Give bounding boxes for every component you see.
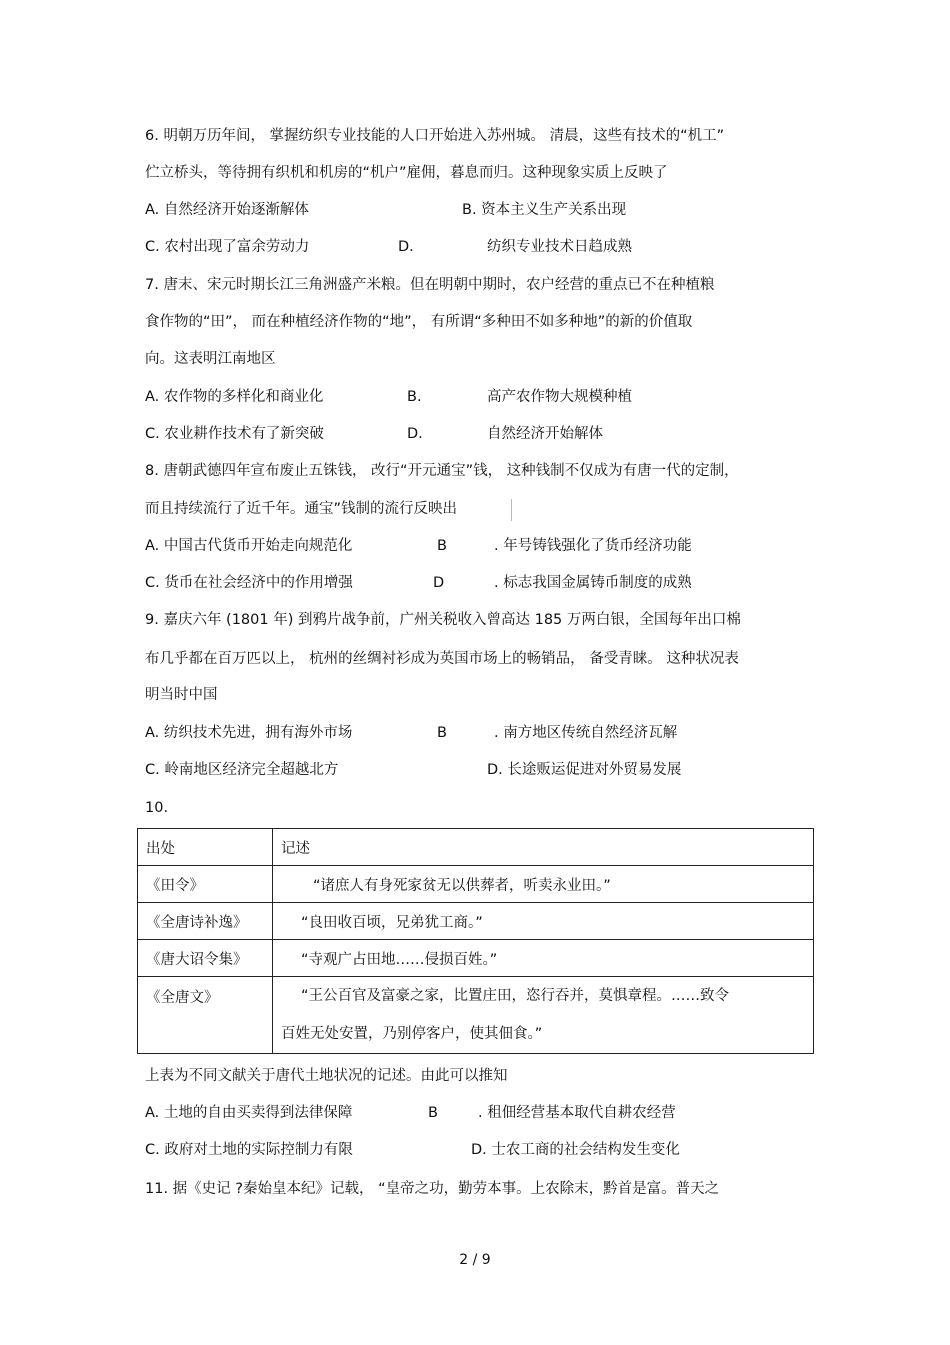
q8-option-d-letter: D (433, 575, 445, 591)
cursor-mark (511, 499, 512, 521)
row-statement-line-1: “王公百官及富豪之家，比置庄田，恣行吞并，莫惧章程。……致令 (301, 988, 730, 1004)
q8-option-c: C. 货币在社会经济中的作用增强 (145, 575, 353, 591)
table-row (138, 866, 814, 903)
row-statement: “诸庶人有身死家贫无以供葬者，听卖永业田。” (273, 866, 814, 903)
q9-option-d: D. 长途贩运促进对外贸易发展 (487, 762, 682, 778)
row-source: 《全唐文》 (138, 977, 273, 1054)
q7-option-d-text: 自然经济开始解体 (487, 426, 603, 442)
q9-line-3: 明当时中国 (145, 687, 218, 703)
q6-line-1: 6. 明朝万历年间， 掌握纺织专业技能的人口开始进入苏州城。 清晨，这些有技术的“机工” (145, 128, 725, 144)
q6-option-d-text: 纺织专业技术日趋成熟 (487, 239, 632, 255)
q7-option-b-text: 高产农作物大规模种植 (487, 389, 632, 405)
row-source: 《全唐诗补逸》 (138, 903, 273, 940)
q10-option-d: D. 士农工商的社会结构发生变化 (471, 1142, 680, 1158)
q7-option-d-letter: D. (407, 426, 423, 442)
header-source: 出处 (138, 829, 273, 866)
q6-option-d-letter: D. (398, 239, 414, 255)
row-statement-line-2: 百姓无处安置，乃别停客户，使其佃食。” (281, 1026, 543, 1042)
row-statement (273, 977, 814, 1054)
q9-option-b-letter: B (437, 725, 447, 741)
q10-stem: 上表为不同文献关于唐代土地状况的记述。由此可以推知 (145, 1068, 508, 1084)
q8-option-b-text: . 年号铸钱强化了货币经济功能 (494, 538, 692, 554)
q6-line-2: 伫立桥头，等待拥有织机和机房的“机户”雇佣，暮息而归。这种现象实质上反映了 (145, 165, 668, 181)
q6-option-a: A. 自然经济开始逐渐解体 (145, 202, 309, 218)
q7-option-b-letter: B. (407, 389, 422, 405)
q9-line-1: 9. 嘉庆六年 (1801 年) 到鸦片战争前，广州关税收入曾高达 185 万两白银，全国每年出口棉 (145, 612, 741, 628)
q10-option-a: A. 土地的自由买卖得到法律保障 (145, 1105, 353, 1121)
page-number: 2 / 9 (459, 1252, 491, 1268)
q8-line-2: 而且持续流行了近千年。通宝”钱制的流行反映出 (145, 501, 458, 517)
q8-option-b-letter: B (437, 538, 447, 554)
q10-option-b-letter: B (428, 1105, 438, 1121)
sources-table (137, 828, 814, 1054)
row-source: 《唐大诏令集》 (138, 940, 273, 977)
q10-number: 10. (145, 800, 169, 816)
table-header-row (138, 829, 814, 866)
q7-line-3: 向。这表明江南地区 (145, 351, 276, 367)
q8-line-1: 8. 唐朝武德四年宣布废止五铢钱， 改行“开元通宝”钱， 这种钱制不仅成为有唐一代的定制， (145, 463, 739, 479)
q7-line-2: 食作物的“田”， 而在种植经济作物的“地”， 有所谓“多种田不如多种地”的新的价值取 (145, 314, 693, 330)
row-statement: “寺观广占田地……侵损百姓。” (273, 940, 814, 977)
q7-option-c: C. 农业耕作技术有了新突破 (145, 426, 324, 442)
q11-line-1: 11. 据《史记 ?秦始皇本纪》记载， “皇帝之功，勤劳本事。上农除末，黔首是富。普天之 (145, 1181, 720, 1197)
q6-option-c: C. 农村出现了富余劳动力 (145, 239, 310, 255)
q7-option-a: A. 农作物的多样化和商业化 (145, 389, 324, 405)
q8-option-d-text: . 标志我国金属铸币制度的成熟 (494, 575, 692, 591)
table-row (138, 903, 814, 940)
row-source: 《田令》 (138, 866, 273, 903)
table-row (138, 977, 814, 1054)
row-statement: “良田收百顷，兄弟犹工商。” (273, 903, 814, 940)
table-row (138, 940, 814, 977)
q6-option-b: B. 资本主义生产关系出现 (462, 202, 627, 218)
q7-line-1: 7. 唐末、宋元时期长江三角洲盛产米粮。但在明朝中期时，农户经营的重点已不在种植粮 (145, 277, 715, 293)
q9-option-c: C. 岭南地区经济完全超越北方 (145, 762, 339, 778)
q9-option-b-text: . 南方地区传统自然经济瓦解 (494, 725, 678, 741)
q10-option-c: C. 政府对土地的实际控制力有限 (145, 1142, 353, 1158)
q9-line-2: 布几乎都在百万匹以上， 杭州的丝绸衬衫成为英国市场上的畅销品， 备受青睐。 这种状况表 (145, 651, 739, 667)
q10-option-b-text: . 租佃经营基本取代自耕农经营 (478, 1105, 676, 1121)
q9-option-a: A. 纺织技术先进，拥有海外市场 (145, 725, 353, 741)
header-statement: 记述 (273, 829, 814, 866)
q8-option-a: A. 中国古代货币开始走向规范化 (145, 538, 353, 554)
